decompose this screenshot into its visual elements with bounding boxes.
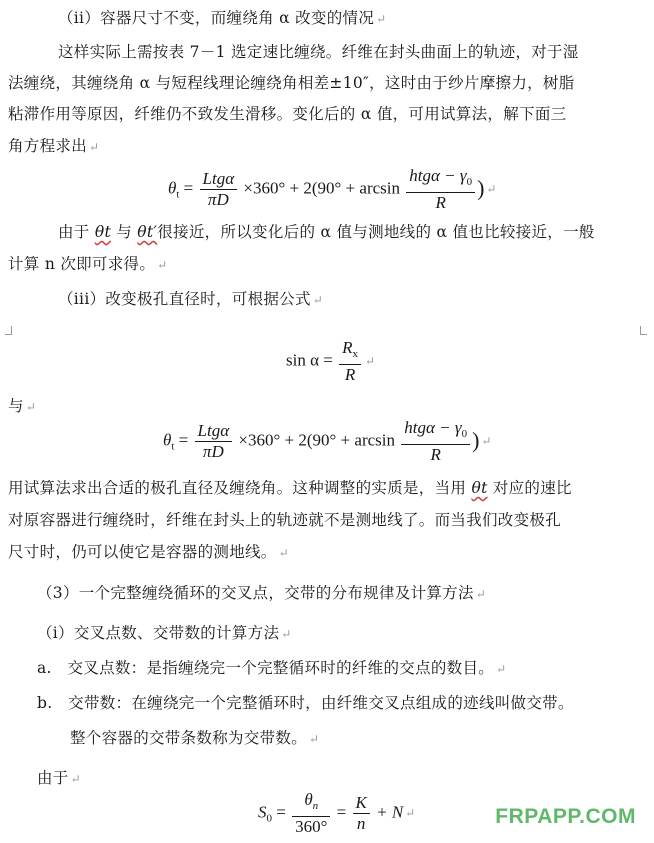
paragraph-line: 计算 n 次即可求得。 ↵ bbox=[8, 255, 168, 273]
list-label: a. bbox=[37, 659, 52, 677]
list-item-b: b. 交带数：在缠绕完一个完整循环时，由纤维交叉点组成的迹线叫做交带。 bbox=[37, 694, 574, 712]
formula-theta-2: $\theta_t$ = $\frac{\text{Ltgα}}{\pi D}$ ×360° + 2(90° + arcsin $\frac{htg\alpha - \gamma_0}{R}$ ) ↵ bbox=[163, 418, 492, 464]
margin-mark-right bbox=[640, 326, 647, 335]
heading-ii: （ii）容器尺寸不变，而缠绕角 α 改变的情况 ↵ bbox=[58, 9, 387, 27]
formula-theta-1: $\theta_t$ = $\frac{\text{Ltgα}}{\pi D}$ ×360° + 2(90° + arcsin $\frac{htg\alpha - \gamma_0}{R}$ ) ↵ bbox=[168, 166, 497, 212]
heading-3: （3）一个完整缠绕循环的交叉点，交带的分布规律及计算方法 ↵ bbox=[37, 584, 487, 602]
watermark-logo: FRPAPP.COM bbox=[495, 805, 636, 828]
paragraph-line: 整个容器的交带条数称为交带数。 ↵ bbox=[70, 729, 320, 747]
list-item-a: a. 交叉点数：是指缠绕完一个完整循环时的纤维的交点的数目。 ↵ bbox=[37, 659, 507, 677]
paragraph-line: 这样实际上需按表 7－1 选定速比缠绕。纤维在封头曲面上的轨迹，对于湿 bbox=[58, 43, 579, 61]
paragraph-line: 由于 ↵ bbox=[37, 769, 81, 787]
paragraph-line: 尺寸时，仍可以使它是容器的测地线。 ↵ bbox=[8, 543, 289, 561]
heading-iii: （iii）改变极孔直径时，可根据公式 ↵ bbox=[58, 290, 324, 308]
paragraph-line: 对原容器进行缠绕时，纤维在封头上的轨迹就不是测地线了。而当我们改变极孔 bbox=[8, 511, 562, 529]
paragraph-line: 由于 θt 与 θt′很接近，所以变化后的 α 值与测地线的 α 值也比较接近，一般 bbox=[58, 223, 595, 241]
paragraph-line: 粘滞作用等原因，纤维仍不致发生滑移。变化后的 α 值，可用试算法，解下面三 bbox=[8, 105, 567, 123]
paragraph-line: 用试算法求出合适的极孔直径及缠绕角。这种调整的实质是，当用 θt 对应的速比 bbox=[8, 479, 572, 497]
paragraph-line: 法缠绕，其缠绕角 α 与短程线理论缠绕角相差±10″，这时由于纱片摩擦力，树脂 bbox=[8, 74, 575, 92]
paragraph-line: 角方程求出 ↵ bbox=[8, 137, 100, 155]
formula-s0: $S_0$ = $\frac{\theta_n}{360^\circ}$ = $\frac{K}{n}$ + N ↵ bbox=[258, 790, 416, 836]
margin-mark-left bbox=[5, 326, 12, 335]
paragraph-line: 与 ↵ bbox=[8, 397, 37, 415]
heading-i: （i）交叉点数、交带数的计算方法 ↵ bbox=[37, 624, 292, 642]
formula-sin: sin α = $\frac{R_x}{R}$ ↵ bbox=[286, 338, 376, 384]
list-label: b. bbox=[37, 694, 53, 712]
